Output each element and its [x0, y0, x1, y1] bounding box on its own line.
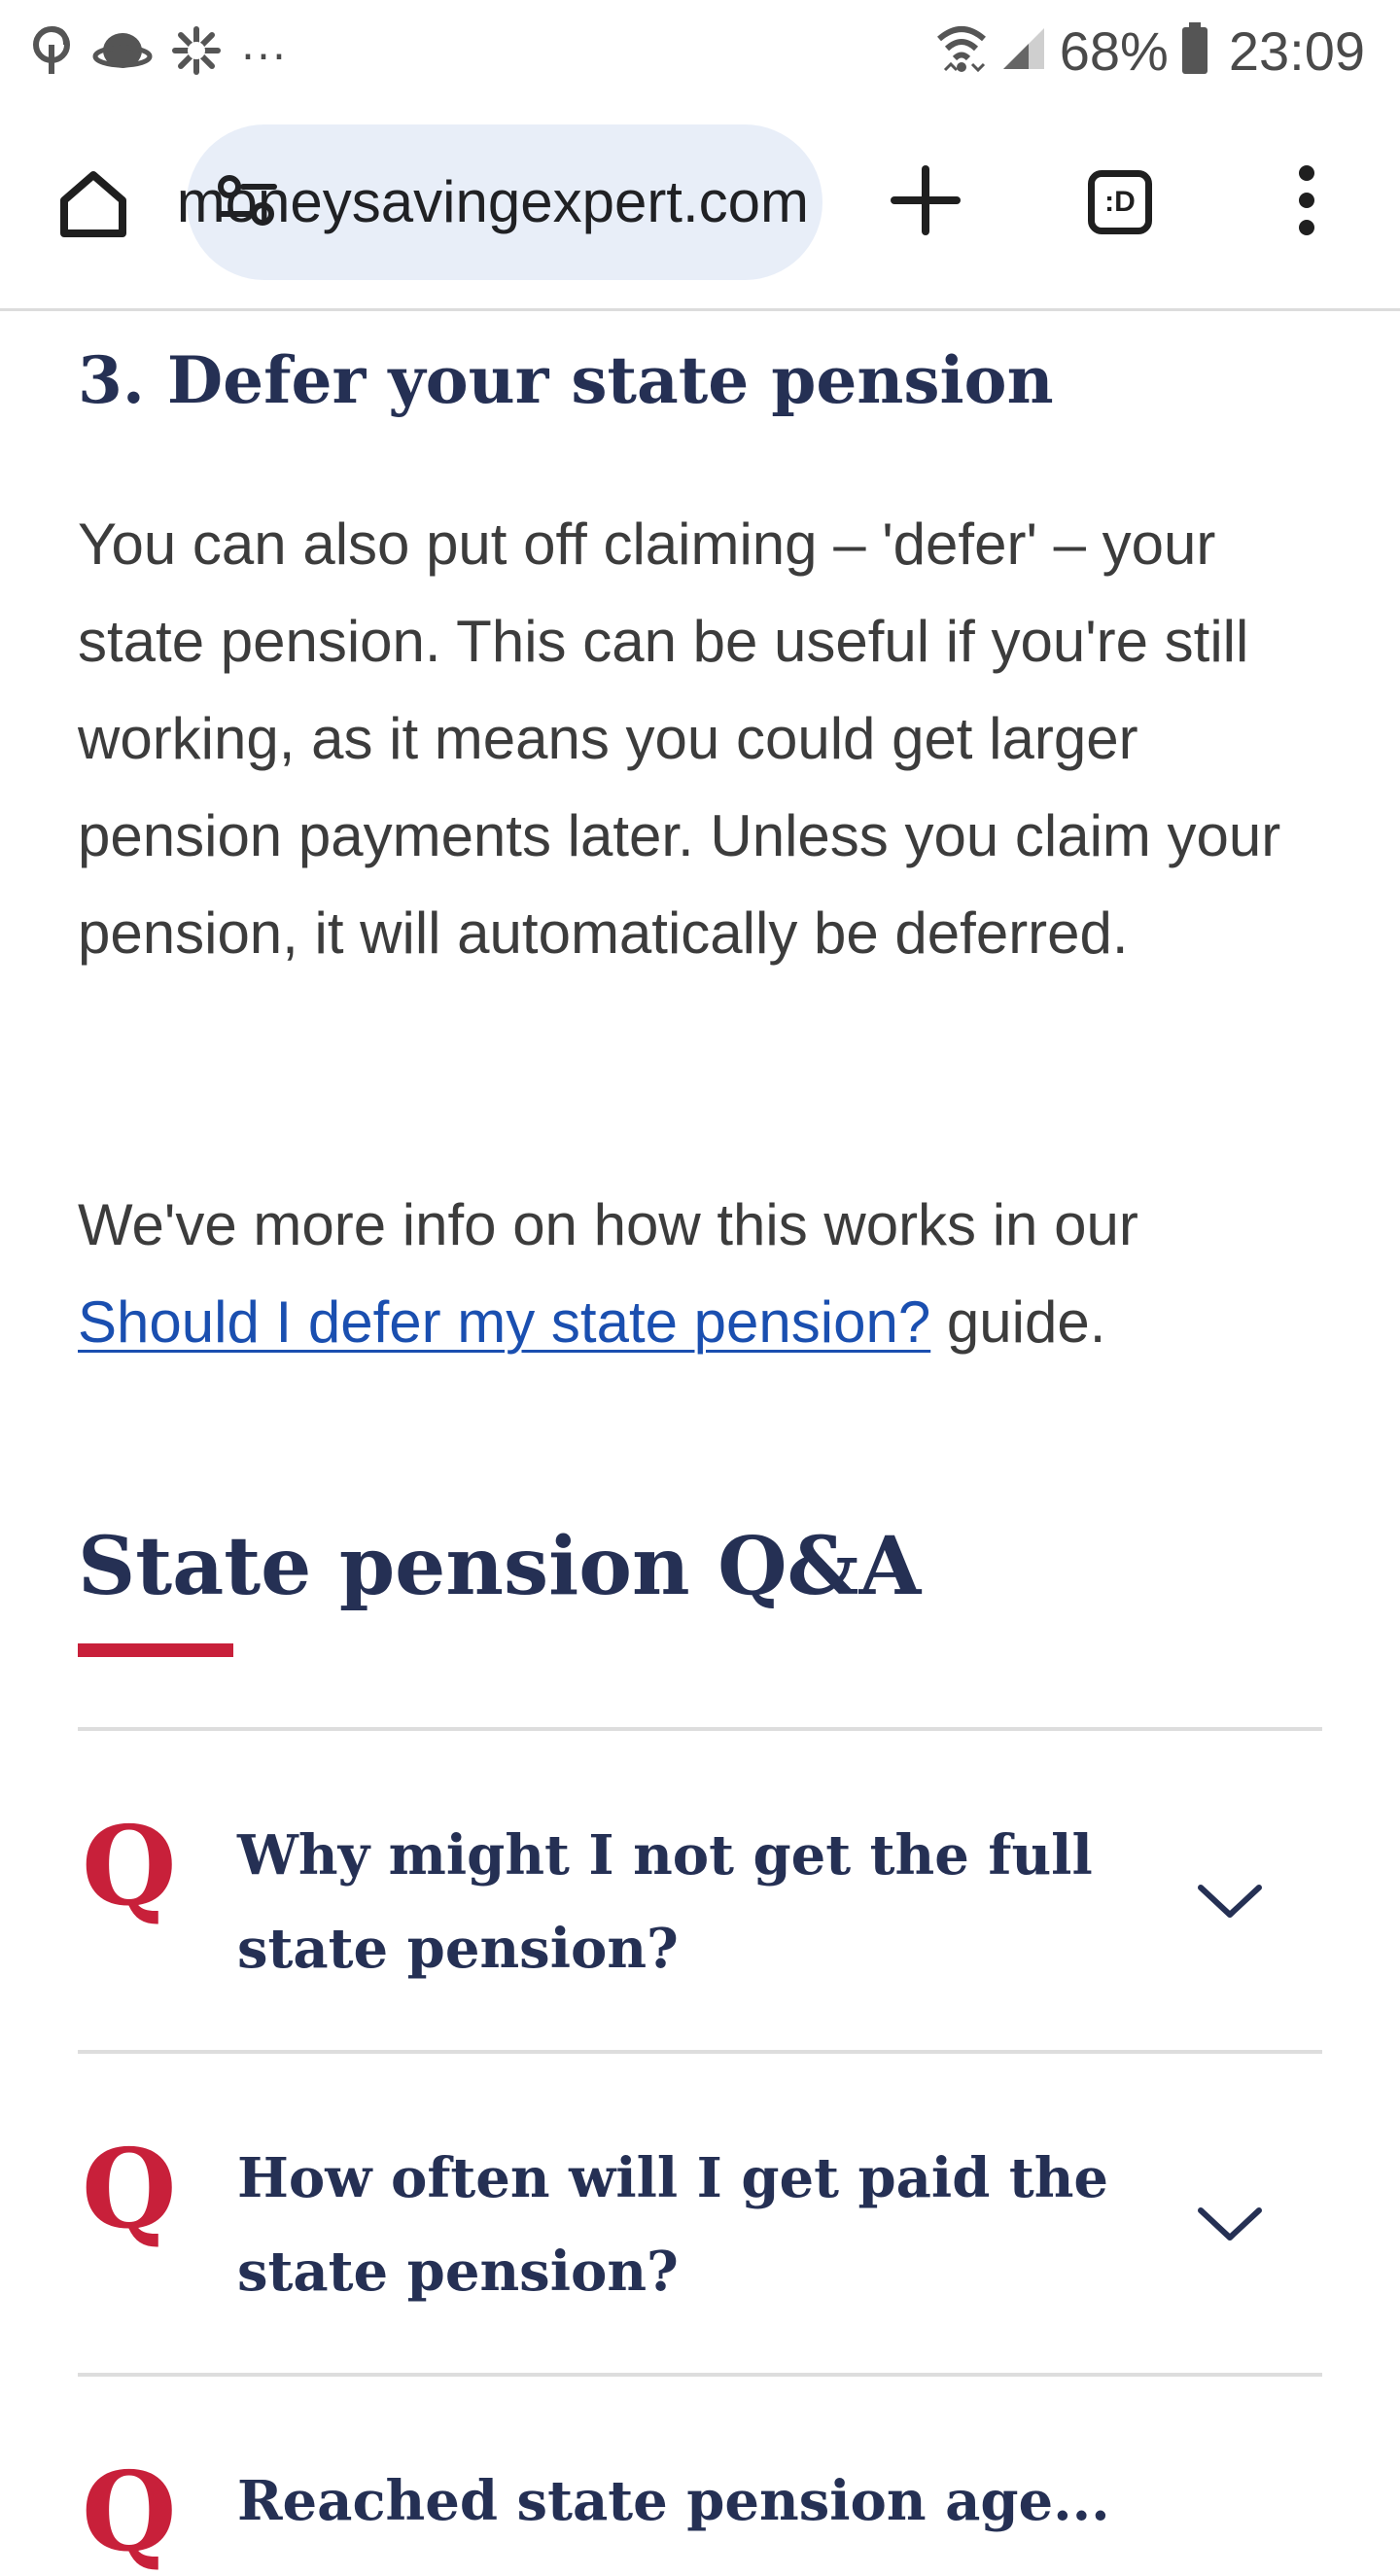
qa-question[interactable]: Why might I not get the full state pension? [237, 1823, 1093, 1981]
home-icon [54, 165, 132, 248]
defer-guide-link[interactable]: Should I defer my state pension? [78, 1289, 931, 1355]
qa-question[interactable]: How often will I get paid the state pension? [237, 2146, 1109, 2304]
expand-toggle[interactable] [1186, 2182, 1274, 2270]
signal-icon [999, 24, 1048, 78]
status-right-icons [935, 16, 1365, 86]
planet-icon [93, 21, 152, 80]
q-marker: Q [82, 1803, 177, 1930]
qa-heading: State pension Q&A [78, 1520, 922, 1613]
battery-percent: 68% [1059, 19, 1169, 82]
qa-heading-underline [78, 1643, 233, 1657]
wifi-icon [935, 21, 988, 81]
q-marker: Q [82, 2449, 177, 2576]
qa-item[interactable] [78, 2373, 1322, 2576]
address-bar[interactable] [176, 124, 822, 280]
qa-question[interactable]: Reached state pension age... [237, 2469, 1110, 2533]
home-button[interactable] [47, 159, 140, 253]
defer-paragraph: You can also put off claiming – 'defer' – your state pension. This can be useful if you're still working, as it means you could get larger pension payments later. Unless you claim your pension, it will automatically be deferred. [78, 512, 1281, 966]
qa-accordion [78, 1727, 1322, 2576]
expand-toggle[interactable] [1186, 1859, 1274, 1947]
q-marker: Q [82, 2126, 177, 2253]
more-info-suffix: guide. [946, 1289, 1106, 1355]
tab-switcher-label: :D [1104, 186, 1136, 218]
more-vert-icon [1295, 163, 1318, 242]
chevron-down-icon [1195, 2203, 1265, 2250]
status-bar [0, 0, 1400, 101]
tab-switcher-button[interactable] [1073, 156, 1167, 249]
url-text[interactable]: moneysavingexpert.com [176, 169, 809, 234]
tab-switcher-icon [1088, 170, 1152, 234]
status-left-icons [27, 16, 288, 86]
more-info-paragraph [78, 1177, 1332, 1371]
sparkle-icon [169, 23, 224, 78]
clock: 23:09 [1228, 19, 1365, 82]
more-options-button[interactable] [1260, 156, 1353, 249]
chevron-down-icon [1195, 1880, 1265, 1927]
section-heading: 3. Defer your state pension [78, 342, 1054, 418]
browser-toolbar [0, 101, 1400, 311]
new-tab-button[interactable] [879, 156, 972, 249]
pinwheel-icon [27, 21, 76, 80]
battery-icon [1180, 22, 1209, 80]
more-info-prefix: We've more info on how this works in our [78, 1192, 1138, 1257]
more-notifications-indicator: ... [241, 19, 288, 70]
plus-icon [889, 163, 962, 242]
qa-item[interactable] [78, 1727, 1322, 2050]
qa-item[interactable] [78, 2050, 1322, 2373]
